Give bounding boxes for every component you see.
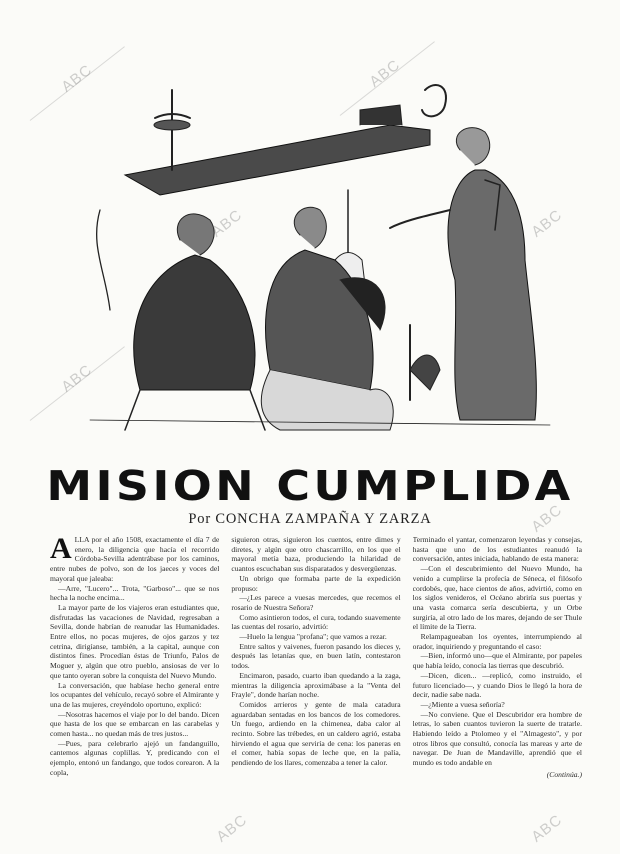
paragraph: Encimaron, pasado, cuarto iban quedando a la zaga, mientras la diligencia aproximábase a la "Venta del Frayle", donde harían noche. [231, 670, 401, 700]
article-title: MISION CUMPLIDA [46, 462, 574, 510]
paragraph: —Arre, "Lucero"... Trota, "Garboso"... que se nos hecha la noche encima... [50, 583, 220, 603]
watermark: ABC [213, 811, 251, 846]
paragraph: Terminado el yantar, comenzaron leyendas y consejas, hasta que uno de los estudiantes reanudó la conversación, antes iniciada, hablando de esta manera: [412, 535, 582, 564]
paragraph: Como asintieron todos, el cura, todando suavemente las cuentas del rosario, advirtió: [231, 612, 401, 632]
paragraph: —Nosotras hacemos el viaje por lo del bando. Dicen que hasta de los que se embarcan en las carabelas y comen hasta... no quedan más de tres justos... [50, 709, 220, 739]
article-body [50, 535, 582, 815]
paragraph: ALLA por el año 1508, exactamente el día 7 de enero, la diligencia que hacía el recorrido Córdoba-Sevilla adentrábase por los caminos, entre nubes de polvo, son de los jaeces y voces del mayoral que jaleaba: [50, 535, 220, 583]
paragraph: La mayor parte de los viajeros eran estudiantes que, disfrutadas las vacaciones de Navidad, regresaban a Sevilla, donde habrían de reanudar las Humanidades. Entre ellos, no pocas mujeres, de ojos garzos y tez cetrina, dirigíanse, también, a la capital, aunque con distintos fines. Procedían éstas de Triunfo, Palos de Moguer y, algún que otro pueblo, ansiosas de ver lo que tanto oyeran sobre la conquista del Nuevo Mundo. [50, 602, 220, 680]
watermark: ABC [58, 61, 96, 96]
watermark: ABC [58, 361, 96, 396]
watermark: ABC [528, 811, 566, 846]
paragraph: —Pues, para celebrarlo ajejó un fandanguillo, cantemos algunas coplillas. Y, predicando con el ejemplo, entonó un fandango, que todos corearon. A la copla, [50, 738, 220, 777]
paragraph: —Bien, informó uno—que el Almirante, por papeles que había leído, conocía las tierras que descubrió. [412, 651, 582, 671]
paragraph: Un obrigo que formaba parte de la expedición propuso: [231, 573, 401, 593]
watermark: ABC [366, 56, 404, 91]
article-column-3 [413, 535, 582, 815]
paragraph: —Huelo la lengua "profana"; que vamos a rezar. [239, 632, 387, 642]
article-column-2 [231, 535, 400, 815]
paragraph: —¿Les parece a vuesas mercedes, que recemos el rosario de Nuestra Señora? [231, 593, 401, 612]
paragraph: Entre saltos y vaivenes, fueron pasando los dieces y, después las letanías que, en buen latín, contestaron todos. [231, 641, 401, 671]
dropcap: A [50, 535, 72, 565]
paragraph: siguieron otras, siguieron los cuentos, entre dimes y diretes, y algún que otro chascarrillo, en los que el mayoral metía baza, produciendo la hilaridad de cuantos escuchaban sus disparatados y desvergüenzas. [231, 535, 401, 574]
paragraph: —¿Miente a vuesa señoría? [420, 699, 505, 709]
paragraph: La conversación, que habíase hecho general entre los ocupantes del vehículo, recayó sobre el Almirante y una de las mujeres, creyéndolo oportuno, explicó: [50, 680, 220, 709]
article-column-1 [50, 535, 219, 815]
paragraph: —Dicen, dicen... —replicó, como instruido, el futuro licenciado—, y cuando Dios le llegó la hora de decir, nadie sabe nada. [412, 670, 582, 700]
watermark: ABC [528, 501, 566, 536]
article-byline: Por CONCHA ZAMPAÑA Y ZARZA [188, 511, 432, 527]
illustration [30, 70, 590, 450]
watermark: ABC [528, 206, 566, 241]
paragraph: —Con el descubrimiento del Nuevo Mundo, ha venido a cumplirse la profecía de Séneca, el filósofo cordobés, que, hace cientos de años, advirtió, como en los siglos venideros, el Océano abriría sus puertas y una vasta comarca sería descubierta, y un Orbe surgiría, al otro lado de los mares, dejando de ser Thule el límite de la Tierra. [412, 564, 582, 632]
paragraph: Relampagueaban los oyentes, interrumpiendo al orador, inquiriendo y preguntando el caso: [412, 632, 582, 651]
paragraph: —No conviene. Que el Descubridor era hombre de letras, lo saben cuantos tuvieron la suerte de tratarle. Habiendo leído a Ptolomeo y el "Almagesto", y por otros libros que consultó, conocía las mareas y arte de navegar. De Juan de Mandaville, aprendió que el mundo es todo andable en [412, 709, 582, 768]
paragraph: Comidos arrieros y gente de mala catadura aguardaban sentadas en los bancos de los comedores. Un fuego, ardiendo en la chimenea, daba calor al recinto. Sobre las trébedes, en un caldero agrió, estaba hirviendo el agua que serviría de cena: los paneras en el comer, había sopas de leche que, en la palía, pendiendo de los llares, comenzaba a tener la calor. [231, 699, 401, 768]
watermark: ABC [208, 206, 246, 241]
continued-note: (Continúa.) [546, 769, 582, 779]
